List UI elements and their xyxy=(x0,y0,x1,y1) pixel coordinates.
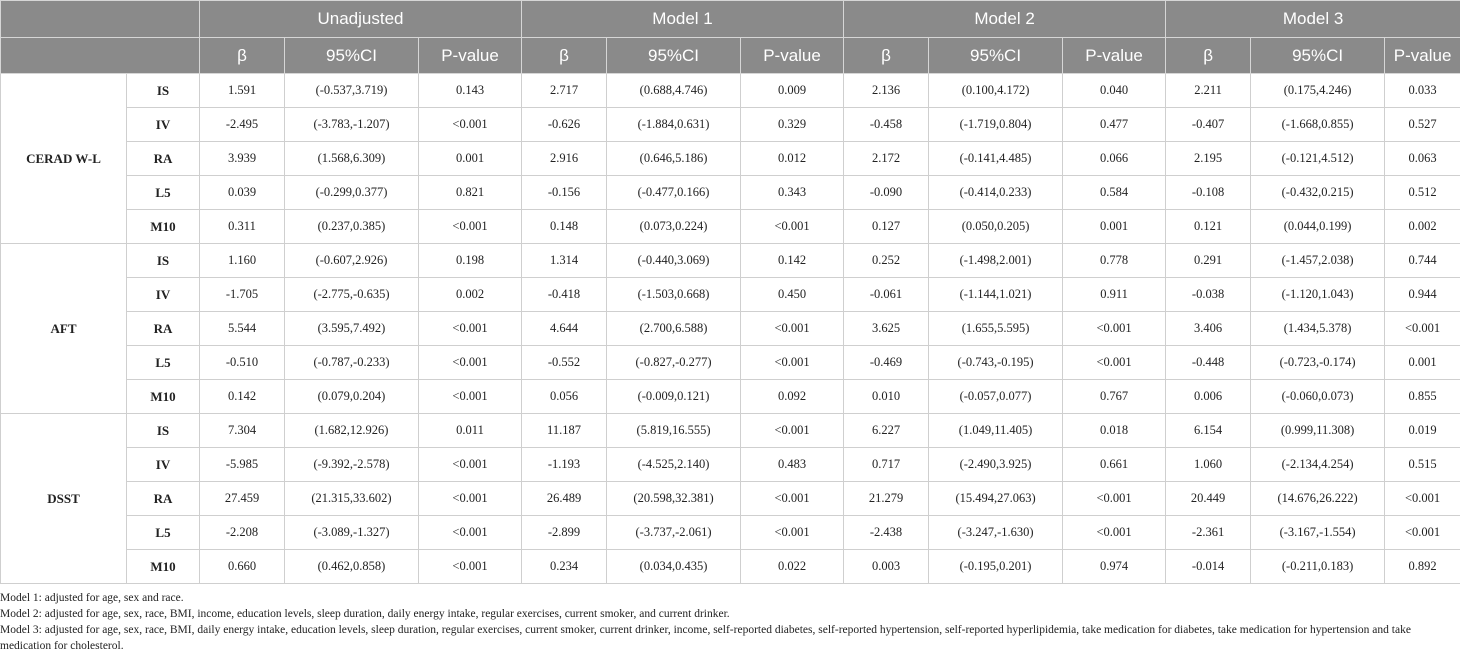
beta-cell: -0.448 xyxy=(1166,346,1251,380)
ci-cell: (-2.775,-0.635) xyxy=(285,278,419,312)
beta-cell: 3.625 xyxy=(844,312,929,346)
beta-cell: 6.154 xyxy=(1166,414,1251,448)
metric-label: M10 xyxy=(127,210,200,244)
ci-cell: (1.434,5.378) xyxy=(1251,312,1385,346)
ci-cell: (-2.134,4.254) xyxy=(1251,448,1385,482)
p-value-cell: <0.001 xyxy=(741,210,844,244)
table-row xyxy=(1,312,1460,346)
beta-cell: 0.010 xyxy=(844,380,929,414)
p-value-cell: 0.450 xyxy=(741,278,844,312)
metric-label: M10 xyxy=(127,550,200,584)
table-row xyxy=(1,176,1460,210)
metric-label: RA xyxy=(127,142,200,176)
beta-cell: 0.056 xyxy=(522,380,607,414)
p-value-cell: <0.001 xyxy=(1063,312,1166,346)
table-row xyxy=(1,516,1460,550)
table-row xyxy=(1,278,1460,312)
table-row xyxy=(1,346,1460,380)
ci-cell: (0.688,4.746) xyxy=(607,74,741,108)
subcolumn-header: 95%CI xyxy=(607,38,741,74)
beta-cell: 2.172 xyxy=(844,142,929,176)
beta-cell: 27.459 xyxy=(200,482,285,516)
ci-cell: (-1.884,0.631) xyxy=(607,108,741,142)
p-value-cell: 0.001 xyxy=(1063,210,1166,244)
metric-label: L5 xyxy=(127,176,200,210)
ci-cell: (-3.737,-2.061) xyxy=(607,516,741,550)
beta-cell: -0.626 xyxy=(522,108,607,142)
p-value-cell: <0.001 xyxy=(419,346,522,380)
p-value-cell: 0.477 xyxy=(1063,108,1166,142)
p-value-cell: 0.515 xyxy=(1385,448,1460,482)
beta-cell: -2.899 xyxy=(522,516,607,550)
p-value-cell: 0.974 xyxy=(1063,550,1166,584)
beta-cell: 6.227 xyxy=(844,414,929,448)
ci-cell: (0.999,11.308) xyxy=(1251,414,1385,448)
table-row xyxy=(1,74,1460,108)
ci-cell: (1.682,12.926) xyxy=(285,414,419,448)
p-value-cell: 0.002 xyxy=(419,278,522,312)
ci-cell: (-0.743,-0.195) xyxy=(929,346,1063,380)
beta-cell: -2.361 xyxy=(1166,516,1251,550)
metric-label: IS xyxy=(127,74,200,108)
ci-cell: (1.655,5.595) xyxy=(929,312,1063,346)
ci-cell: (0.646,5.186) xyxy=(607,142,741,176)
metric-label: IS xyxy=(127,244,200,278)
p-value-cell: 0.018 xyxy=(1063,414,1166,448)
beta-cell: 1.060 xyxy=(1166,448,1251,482)
subcolumn-header: P-value xyxy=(1063,38,1166,74)
p-value-cell: 0.142 xyxy=(741,244,844,278)
p-value-cell: 0.778 xyxy=(1063,244,1166,278)
subcolumn-header: β xyxy=(1166,38,1251,74)
beta-cell: 0.039 xyxy=(200,176,285,210)
header-corner xyxy=(1,38,200,74)
p-value-cell: 0.001 xyxy=(419,142,522,176)
table-row xyxy=(1,414,1460,448)
beta-cell: 0.234 xyxy=(522,550,607,584)
p-value-cell: 0.944 xyxy=(1385,278,1460,312)
p-value-cell: 0.001 xyxy=(1385,346,1460,380)
ci-cell: (-1.498,2.001) xyxy=(929,244,1063,278)
metric-label: L5 xyxy=(127,516,200,550)
table-row xyxy=(1,244,1460,278)
ci-cell: (-0.432,0.215) xyxy=(1251,176,1385,210)
metric-label: L5 xyxy=(127,346,200,380)
beta-cell: -1.193 xyxy=(522,448,607,482)
ci-cell: (-0.477,0.166) xyxy=(607,176,741,210)
beta-cell: -2.208 xyxy=(200,516,285,550)
beta-cell: 0.717 xyxy=(844,448,929,482)
p-value-cell: <0.001 xyxy=(1385,482,1460,516)
beta-cell: 3.939 xyxy=(200,142,285,176)
beta-cell: 0.311 xyxy=(200,210,285,244)
p-value-cell: <0.001 xyxy=(1063,482,1166,516)
p-value-cell: <0.001 xyxy=(419,448,522,482)
p-value-cell: 0.011 xyxy=(419,414,522,448)
p-value-cell: 0.329 xyxy=(741,108,844,142)
table-row xyxy=(1,448,1460,482)
p-value-cell: <0.001 xyxy=(419,482,522,516)
beta-cell: -0.090 xyxy=(844,176,929,210)
ci-cell: (-2.490,3.925) xyxy=(929,448,1063,482)
p-value-cell: <0.001 xyxy=(741,482,844,516)
footnote-model-1: Model 1: adjusted for age, sex and race. xyxy=(0,592,184,604)
p-value-cell: 0.483 xyxy=(741,448,844,482)
ci-cell: (0.100,4.172) xyxy=(929,74,1063,108)
p-value-cell: 0.855 xyxy=(1385,380,1460,414)
p-value-cell: 0.063 xyxy=(1385,142,1460,176)
p-value-cell: 0.343 xyxy=(741,176,844,210)
p-value-cell: 0.744 xyxy=(1385,244,1460,278)
ci-cell: (1.049,11.405) xyxy=(929,414,1063,448)
metric-label: RA xyxy=(127,482,200,516)
ci-cell: (-0.607,2.926) xyxy=(285,244,419,278)
beta-cell: 1.591 xyxy=(200,74,285,108)
beta-cell: 1.314 xyxy=(522,244,607,278)
p-value-cell: <0.001 xyxy=(419,210,522,244)
table-row xyxy=(1,380,1460,414)
subcolumn-header: P-value xyxy=(419,38,522,74)
beta-cell: 0.127 xyxy=(844,210,929,244)
beta-cell: 20.449 xyxy=(1166,482,1251,516)
beta-cell: -0.156 xyxy=(522,176,607,210)
ci-cell: (20.598,32.381) xyxy=(607,482,741,516)
outcome-label: AFT xyxy=(1,244,127,414)
group-header: Model 3 xyxy=(1166,1,1460,38)
beta-cell: 3.406 xyxy=(1166,312,1251,346)
ci-cell: (15.494,27.063) xyxy=(929,482,1063,516)
metric-label: M10 xyxy=(127,380,200,414)
ci-cell: (-0.414,0.233) xyxy=(929,176,1063,210)
ci-cell: (-0.195,0.201) xyxy=(929,550,1063,584)
subcolumn-header: β xyxy=(844,38,929,74)
ci-cell: (0.462,0.858) xyxy=(285,550,419,584)
beta-cell: 21.279 xyxy=(844,482,929,516)
p-value-cell: 0.198 xyxy=(419,244,522,278)
beta-cell: 26.489 xyxy=(522,482,607,516)
p-value-cell: 0.512 xyxy=(1385,176,1460,210)
beta-cell: -5.985 xyxy=(200,448,285,482)
p-value-cell: <0.001 xyxy=(741,312,844,346)
ci-cell: (-0.827,-0.277) xyxy=(607,346,741,380)
p-value-cell: 0.002 xyxy=(1385,210,1460,244)
ci-cell: (-0.787,-0.233) xyxy=(285,346,419,380)
ci-cell: (0.050,0.205) xyxy=(929,210,1063,244)
p-value-cell: <0.001 xyxy=(741,516,844,550)
ci-cell: (-9.392,-2.578) xyxy=(285,448,419,482)
ci-cell: (-0.440,3.069) xyxy=(607,244,741,278)
beta-cell: 0.291 xyxy=(1166,244,1251,278)
ci-cell: (-1.503,0.668) xyxy=(607,278,741,312)
ci-cell: (-0.141,4.485) xyxy=(929,142,1063,176)
p-value-cell: 0.012 xyxy=(741,142,844,176)
p-value-cell: 0.892 xyxy=(1385,550,1460,584)
ci-cell: (0.044,0.199) xyxy=(1251,210,1385,244)
beta-cell: 0.006 xyxy=(1166,380,1251,414)
beta-cell: -0.510 xyxy=(200,346,285,380)
footnote-model-3: Model 3: adjusted for age, sex, race, BMI, daily energy intake, education levels, sleep duration, regular exercises, current smoker, current drinker, income, self-reported diabetes, self-reported hypertension, self-reported hyperlipidemia, take medication for diabetes, take medication for hypertension and take medication for cholesterol. xyxy=(0,624,1411,652)
table-row xyxy=(1,482,1460,516)
ci-cell: (-0.060,0.073) xyxy=(1251,380,1385,414)
beta-cell: 0.121 xyxy=(1166,210,1251,244)
ci-cell: (5.819,16.555) xyxy=(607,414,741,448)
p-value-cell: <0.001 xyxy=(419,550,522,584)
beta-cell: 2.136 xyxy=(844,74,929,108)
subcolumn-header: β xyxy=(522,38,607,74)
ci-cell: (-0.211,0.183) xyxy=(1251,550,1385,584)
p-value-cell: 0.911 xyxy=(1063,278,1166,312)
beta-cell: -0.469 xyxy=(844,346,929,380)
beta-cell: -0.014 xyxy=(1166,550,1251,584)
p-value-cell: 0.767 xyxy=(1063,380,1166,414)
beta-cell: -0.552 xyxy=(522,346,607,380)
beta-cell: 0.142 xyxy=(200,380,285,414)
ci-cell: (-0.121,4.512) xyxy=(1251,142,1385,176)
beta-cell: 0.252 xyxy=(844,244,929,278)
ci-cell: (0.034,0.435) xyxy=(607,550,741,584)
p-value-cell: 0.009 xyxy=(741,74,844,108)
metric-label: IV xyxy=(127,278,200,312)
p-value-cell: 0.092 xyxy=(741,380,844,414)
ci-cell: (-4.525,2.140) xyxy=(607,448,741,482)
beta-cell: 2.211 xyxy=(1166,74,1251,108)
beta-cell: 0.148 xyxy=(522,210,607,244)
ci-cell: (-1.144,1.021) xyxy=(929,278,1063,312)
p-value-cell: <0.001 xyxy=(1385,516,1460,550)
p-value-cell: 0.033 xyxy=(1385,74,1460,108)
ci-cell: (0.237,0.385) xyxy=(285,210,419,244)
ci-cell: (1.568,6.309) xyxy=(285,142,419,176)
beta-cell: 4.644 xyxy=(522,312,607,346)
table-body xyxy=(1,74,1460,584)
group-header: Unadjusted xyxy=(200,1,522,38)
p-value-cell: 0.143 xyxy=(419,74,522,108)
ci-cell: (14.676,26.222) xyxy=(1251,482,1385,516)
p-value-cell: <0.001 xyxy=(419,108,522,142)
table-row xyxy=(1,550,1460,584)
p-value-cell: 0.040 xyxy=(1063,74,1166,108)
ci-cell: (0.079,0.204) xyxy=(285,380,419,414)
beta-cell: -1.705 xyxy=(200,278,285,312)
beta-cell: 7.304 xyxy=(200,414,285,448)
beta-cell: 5.544 xyxy=(200,312,285,346)
ci-cell: (-3.247,-1.630) xyxy=(929,516,1063,550)
p-value-cell: <0.001 xyxy=(419,380,522,414)
group-header: Model 2 xyxy=(844,1,1166,38)
p-value-cell: <0.001 xyxy=(1063,346,1166,380)
footnote-model-2: Model 2: adjusted for age, sex, race, BMI, income, education levels, sleep duration, daily energy intake, regular exercises, current smoker, and current drinker. xyxy=(0,608,730,620)
p-value-cell: <0.001 xyxy=(741,414,844,448)
beta-cell: 2.717 xyxy=(522,74,607,108)
beta-cell: -0.458 xyxy=(844,108,929,142)
p-value-cell: <0.001 xyxy=(419,516,522,550)
outcome-label: CERAD W-L xyxy=(1,74,127,244)
beta-cell: -0.407 xyxy=(1166,108,1251,142)
p-value-cell: 0.022 xyxy=(741,550,844,584)
subcolumn-header: P-value xyxy=(1385,38,1460,74)
table-row xyxy=(1,142,1460,176)
ci-cell: (-3.783,-1.207) xyxy=(285,108,419,142)
ci-cell: (-3.167,-1.554) xyxy=(1251,516,1385,550)
ci-cell: (3.595,7.492) xyxy=(285,312,419,346)
p-value-cell: 0.821 xyxy=(419,176,522,210)
header-corner xyxy=(1,1,200,38)
subcolumn-header: 95%CI xyxy=(285,38,419,74)
beta-cell: -0.038 xyxy=(1166,278,1251,312)
metric-label: IV xyxy=(127,448,200,482)
ci-cell: (21.315,33.602) xyxy=(285,482,419,516)
outcome-label: DSST xyxy=(1,414,127,584)
header-row-subcolumns xyxy=(1,38,1460,74)
beta-cell: 0.003 xyxy=(844,550,929,584)
beta-cell: -0.418 xyxy=(522,278,607,312)
subcolumn-header: β xyxy=(200,38,285,74)
beta-cell: 0.660 xyxy=(200,550,285,584)
beta-cell: 1.160 xyxy=(200,244,285,278)
p-value-cell: <0.001 xyxy=(1385,312,1460,346)
subcolumn-header: 95%CI xyxy=(929,38,1063,74)
ci-cell: (0.073,0.224) xyxy=(607,210,741,244)
metric-label: IV xyxy=(127,108,200,142)
ci-cell: (-0.537,3.719) xyxy=(285,74,419,108)
ci-cell: (-1.457,2.038) xyxy=(1251,244,1385,278)
beta-cell: 2.916 xyxy=(522,142,607,176)
beta-cell: -0.061 xyxy=(844,278,929,312)
header-row-groups xyxy=(1,1,1460,38)
ci-cell: (-3.089,-1.327) xyxy=(285,516,419,550)
beta-cell: -2.438 xyxy=(844,516,929,550)
p-value-cell: 0.661 xyxy=(1063,448,1166,482)
ci-cell: (-0.299,0.377) xyxy=(285,176,419,210)
metric-label: RA xyxy=(127,312,200,346)
ci-cell: (-0.057,0.077) xyxy=(929,380,1063,414)
p-value-cell: 0.527 xyxy=(1385,108,1460,142)
beta-cell: 2.195 xyxy=(1166,142,1251,176)
subcolumn-header: 95%CI xyxy=(1251,38,1385,74)
ci-cell: (-0.723,-0.174) xyxy=(1251,346,1385,380)
group-header: Model 1 xyxy=(522,1,844,38)
beta-cell: -0.108 xyxy=(1166,176,1251,210)
metric-label: IS xyxy=(127,414,200,448)
ci-cell: (-1.120,1.043) xyxy=(1251,278,1385,312)
beta-cell: 11.187 xyxy=(522,414,607,448)
p-value-cell: <0.001 xyxy=(419,312,522,346)
p-value-cell: 0.584 xyxy=(1063,176,1166,210)
table-row xyxy=(1,210,1460,244)
table-row xyxy=(1,108,1460,142)
ci-cell: (-0.009,0.121) xyxy=(607,380,741,414)
ci-cell: (-1.719,0.804) xyxy=(929,108,1063,142)
subcolumn-header: P-value xyxy=(741,38,844,74)
p-value-cell: <0.001 xyxy=(741,346,844,380)
p-value-cell: 0.066 xyxy=(1063,142,1166,176)
ci-cell: (2.700,6.588) xyxy=(607,312,741,346)
ci-cell: (0.175,4.246) xyxy=(1251,74,1385,108)
ci-cell: (-1.668,0.855) xyxy=(1251,108,1385,142)
table-footnotes xyxy=(0,584,1460,654)
p-value-cell: <0.001 xyxy=(1063,516,1166,550)
beta-cell: -2.495 xyxy=(200,108,285,142)
p-value-cell: 0.019 xyxy=(1385,414,1460,448)
